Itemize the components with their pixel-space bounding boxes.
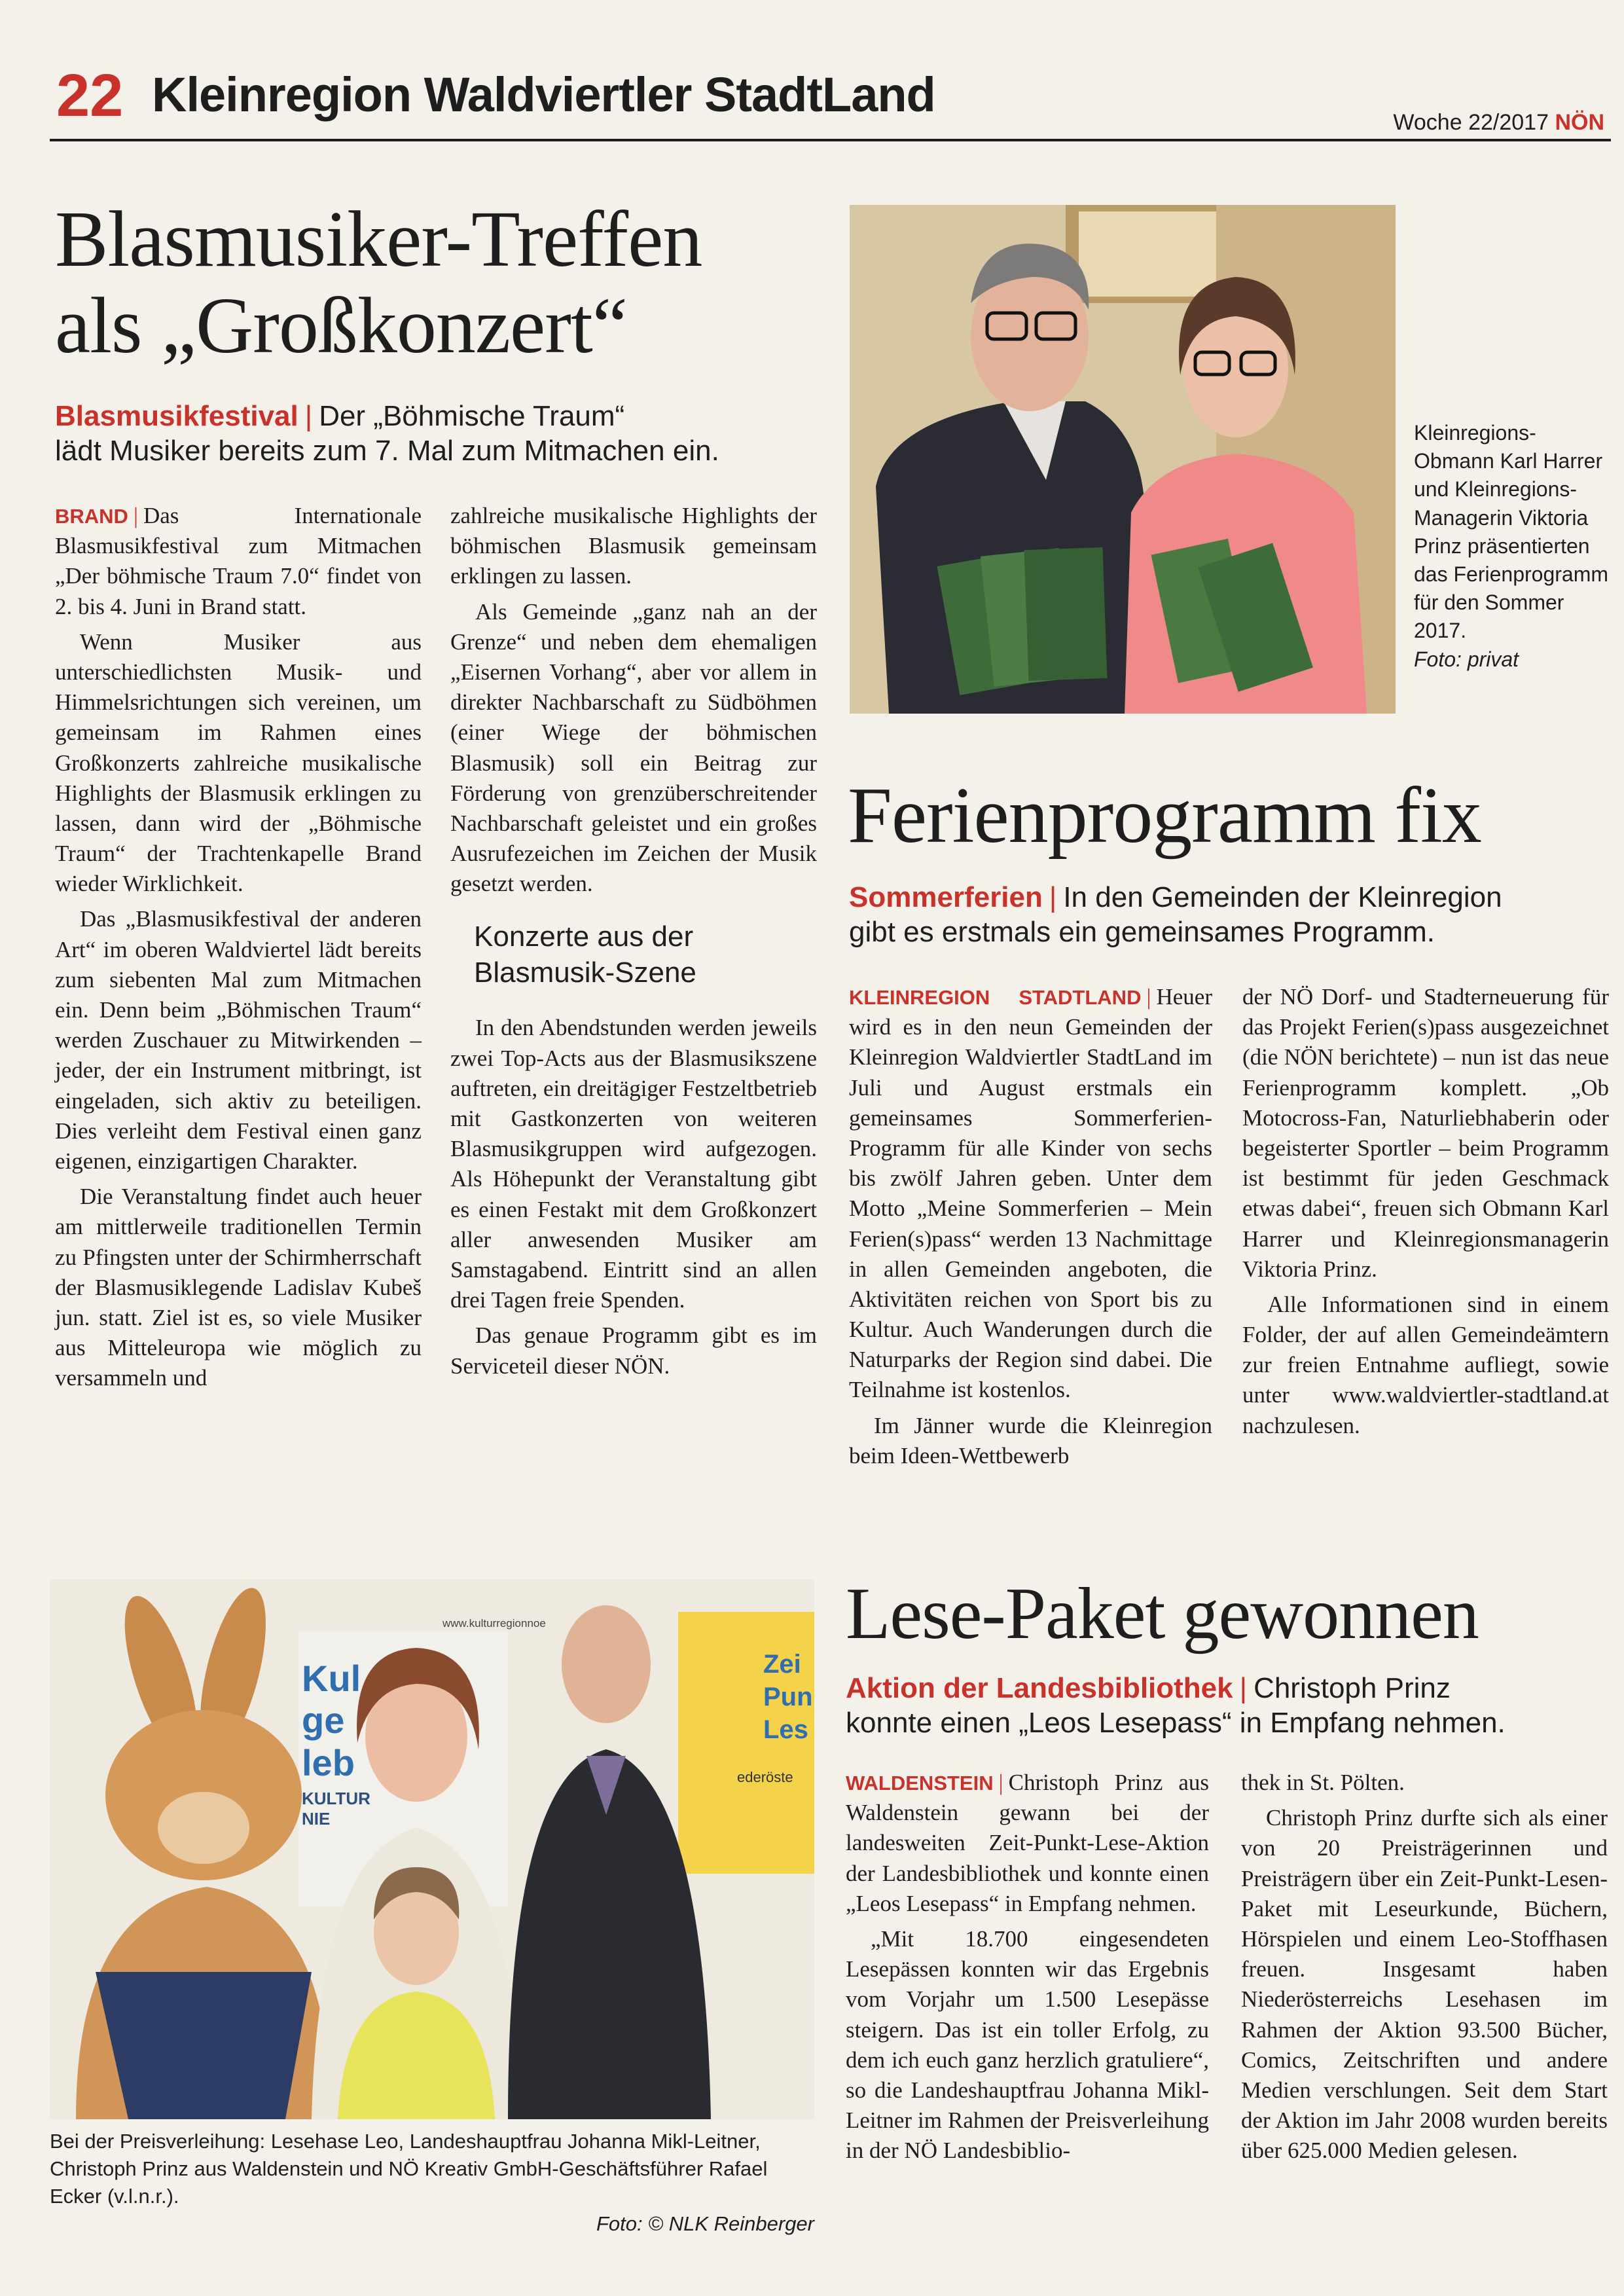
- article2-paragraph: Im Jänner wurde die Kleinregion beim Ideen-Wettbewerb: [849, 1412, 1212, 1468]
- article3-column1: [846, 1768, 1209, 2171]
- article1-paragraph: BRAND | Das Internationale Blasmusikfestival zum Mitmachen „Der böhmische Traum 7.0“ findet von 2. bis 4. Juni in Brand statt.: [55, 503, 422, 619]
- sign-sub-text: KULTUR NIE: [302, 1789, 370, 1829]
- section-title: Kleinregion Waldviertler StadtLand: [152, 67, 935, 122]
- article1-paragraph: In den Abendstunden werden jeweils zwei Top-Acts aus der Blasmusikszene auftreten, ein dreitägiger Festzeltbetrieb mit Gastkonzerten von weiteren Blasmusikgruppen wird aufgezogen. Als Höhepunkt der Veranstaltung gibt es einen Festakt mit dem Großkonzert aller anwesenden Musiker am Samstagabend. Eintritt sind an allen drei Tagen freie Spenden.: [450, 1015, 817, 1313]
- article1-paragraph: Die Veranstaltung findet auch heuer am mittlerweile traditionellen Termin zu Pfingsten unter der Schirmherrschaft der Blasmusiklegende Ladislav Kubeš jun. statt. Ziel ist es, so viele Musiker aus Mitteleuropa wie möglich zu versammeln und: [55, 1184, 422, 1391]
- harrer-prinz-photo: [850, 205, 1396, 714]
- article1-paragraph: Das genaue Programm gibt es im Serviceteil dieser NÖN.: [450, 1322, 817, 1379]
- article2-column1: [849, 982, 1212, 1476]
- award-ceremony-illustration: [50, 1579, 814, 2119]
- article1-subhead: Konzerte aus der Blasmusik-Szene: [474, 920, 696, 989]
- article3-deck: Aktion der Landesbibliothek | Christoph Prinz konnte einen „Leos Lesepass“ in Empfang nehmen.: [846, 1672, 1506, 1739]
- article1-paragraph: Wenn Musiker aus unterschiedlichsten Musik- und Himmelsrichtungen sich vereinen, um gemeinsam im Rahmen eines Großkonzerts zahlreiche musikalische Highlights der Blasmusik erklingen zu lassen, dann wird der „Böhmische Traum“ der Trachtenkapelle Brand wieder Wirklichkeit.: [55, 629, 422, 897]
- brand-name: NÖN: [1555, 110, 1604, 135]
- article1-deck: Blasmusikfestival | Der „Böhmische Traum“ lädt Musiker bereits zum 7. Mal zum Mitmachen ein.: [55, 400, 719, 467]
- article1-column2: [450, 501, 817, 1387]
- article1-column1: [55, 501, 422, 1398]
- article3-column2: [1241, 1768, 1608, 2171]
- sign-left-text: Kul ge leb: [302, 1658, 361, 1783]
- article2-paragraph: Alle Informationen sind in einem Folder, der auf allen Gemeindeämtern zur freien Entnahme aufliegt, sowie unter www.waldviertler-stadtland.at nachzulesen.: [1242, 1291, 1609, 1438]
- article1-kicker: Blasmusikfestival: [55, 400, 298, 432]
- sign-right-text: Zei Pun Les: [763, 1650, 813, 1744]
- photo1-caption: [1414, 419, 1610, 674]
- page-number: 22: [56, 62, 124, 129]
- article2-headline: Ferienprogramm fix: [848, 771, 1481, 860]
- article3-paragraph: Christoph Prinz durfte sich als einer von 20 Preisträgerinnen und Preisträgern über ein Zeit-Punkt-Lesen-Paket mit Leseurkunde, Büchern, Hörspielen und einem Leo-Stoffhasen freuen. Insgesamt haben Niederösterreichs Lesehasen im Rahmen der Aktion 93.500 Bücher, Comics, Zeitschriften und andere Medien verschlungen. Seit dem Start der Aktion im Jahr 2008 wurden bereits über 625.000 Medien gelesen.: [1241, 1805, 1608, 2164]
- article1-deck-line1: Der „Böhmische Traum“: [319, 400, 625, 432]
- article1-dateline: BRAND: [55, 505, 128, 528]
- sign-sub-text-right: ederöste: [737, 1769, 793, 1785]
- article2-paragraph: KLEINREGION STADTLAND | Heuer wird es in den neun Gemeinden der Kleinregion Waldviertler StadtLand im Juli und August erstmals ein gemeinsames Sommerferien-Programm für alle Kinder von sechs bis zwölf Jahren geben. Unter dem Motto „Meine Sommerferien – Mein Ferien(s)pass“ werden 13 Nachmittage in allen Gemeinden angeboten, die Aktivitäten reichen von Sport bis zu Kultur. Auch Wanderungen durch die Naturparks der Region sind dabei. Die Teilnahme ist kostenlos.: [849, 984, 1212, 1403]
- photo2-credit: Foto: © NLK Reinberger: [596, 2212, 814, 2235]
- article1-paragraph: zahlreiche musikalische Highlights der böhmischen Blasmusik gemeinsam erklingen zu lassen.: [450, 503, 817, 589]
- article2-dateline: KLEINREGION STADTLAND: [849, 986, 1142, 1009]
- article2-column2: [1242, 982, 1609, 1446]
- issue-label: [1393, 110, 1604, 136]
- header-rule: [50, 139, 1611, 141]
- article3-paragraph: „Mit 18.700 eingesendeten Lesepässen konnten wir das Ergebnis vom Vorjahr um 1.500 Lesepässe steigern. Das ist ein toller Erfolg, zu dem ich euch ganz herzlich gratuliere“, so die Landeshauptfrau Johanna Mikl-Leitner im Rahmen der Preisverleihung in der NÖ Landesbiblio-: [846, 1925, 1209, 2164]
- article2-deck-line1: In den Gemeinden der Kleinregion: [1063, 881, 1502, 913]
- article2-paragraph: der NÖ Dorf- und Stadterneuerung für das Projekt Ferien(s)pass ausgezeichnet (die NÖN berichtete) – nun ist das neue Ferienprogramm komplett. „Ob Motocross-Fan, Naturliebhaberin oder begeisterter Sportler – beim Programm ist bestimmt für jeden Geschmack etwas dabei“, freuen sich Obmann Karl Harrer und Kleinregionsmanagerin Viktoria Prinz.: [1242, 984, 1609, 1282]
- article1-paragraph: Das „Blasmusikfestival der anderen Art“ im oberen Waldviertel lädt bereits zum siebenten Mal zum Mitmachen ein. Denn beim „Böhmischen Traum“ werden Zuschauer zu Mitwirkenden – jeder, der ein Instrument mitbringt, ist eingeladen, sich aktiv zu beteiligen. Dies verleiht dem Festival einen ganz eigenen, einzigartigen Charakter.: [55, 906, 422, 1174]
- photo1-caption-text: Kleinregions-Obmann Karl Harrer und Kleinregions-Managerin Viktoria Prinz präsentierten das Ferienprogramm für den Sommer 2017.: [1414, 421, 1608, 643]
- photo2-caption-text: Bei der Preisverleihung: Lesehase Leo, Landeshauptfrau Johanna Mikl-Leitner, Christoph Prinz aus Waldenstein und NÖ Kreativ GmbH-Geschäftsführer Rafael Ecker (v.l.n.r.).: [50, 2130, 768, 2208]
- article1-paragraph: Als Gemeinde „ganz nah an der Grenze“ und neben dem ehemaligen „Eisernen Vorhang“, aber vor allem in direkter Nachbarschaft zu Südböhmen (einer Wiege der böhmischen Blasmusik) soll ein Beitrag zur Förderung von grenzüberschreitender Nachbarschaft geleistet und ein großes Ausrufezeichen im Zeichen der Musik gesetzt werden.: [450, 598, 817, 897]
- award-ceremony-photo: [50, 1579, 814, 2119]
- article3-deck-line1: Christoph Prinz: [1254, 1672, 1451, 1704]
- article3-kicker: Aktion der Landesbibliothek: [846, 1672, 1233, 1704]
- article2-deck-line2: gibt es erstmals ein gemeinsames Programm.: [849, 915, 1435, 948]
- article1-headline-line2: als „Großkonzert“: [55, 281, 627, 370]
- article2-deck: Sommerferien | In den Gemeinden der Kleinregion gibt es erstmals ein gemeinsames Programm.: [849, 881, 1502, 948]
- issue-week: Woche 22/2017: [1393, 110, 1549, 135]
- article1-deck-line2: lädt Musiker bereits zum 7. Mal zum Mitmachen ein.: [55, 434, 719, 467]
- article3-deck-line2: konnte einen „Leos Lesepass“ in Empfang nehmen.: [846, 1706, 1506, 1739]
- photo1-credit: Foto: privat: [1414, 647, 1519, 671]
- sign-url: www.kulturregionnoe: [442, 1617, 546, 1630]
- article1-headline: [55, 196, 840, 369]
- article3-dateline: WALDENSTEIN: [846, 1772, 994, 1795]
- article3-headline: Lese-Paket gewonnen: [846, 1573, 1479, 1654]
- article2-kicker: Sommerferien: [849, 881, 1043, 913]
- article1-headline-line1: Blasmusiker-Treffen: [55, 195, 702, 283]
- article3-paragraph: thek in St. Pölten.: [1241, 1770, 1405, 1795]
- photo2-caption: [50, 2128, 814, 2237]
- harrer-prinz-illustration: [850, 205, 1396, 714]
- article3-paragraph: WALDENSTEIN | Christoph Prinz aus Waldenstein gewann bei der landesweiten Zeit-Punkt-Lese-Aktion der Landesbibliothek und konnte einen „Leos Lesepass“ in Empfang nehmen.: [846, 1770, 1209, 1916]
